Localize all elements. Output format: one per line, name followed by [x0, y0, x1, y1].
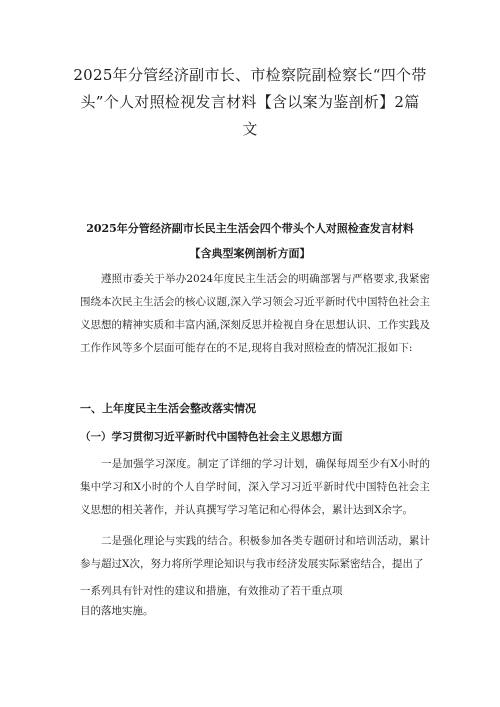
main-title-line-2: 头”个人对照检视发言材料【含以案为鉴剖析】2篇: [80, 93, 420, 111]
main-title-line-1: 2025年分管经济副市长、市检察院副检察长“四个带: [73, 66, 427, 84]
main-title-line-3: 文: [242, 120, 258, 138]
intro-paragraph: 遵照市委关于举办2024年度民主生活会的明确部署与严格要求,我紧密围绕本次民主生活会的核心议题,深入学习领会习近平新时代中国特色社会主义思想的精神实质和丰富内涵,深刻反思并检视自身在思想认识、工作实践及工作作风等多个层面可能存在的不足,现将自我对照检查的情况汇报如下:: [80, 273, 430, 354]
paragraph-study-depth: 一是加强学习深度。制定了详细的学习计划，确保每周至少有X小时的集中学习和X小时的个人自学时间，深入学习习近平新时代中国特色社会主义思想的相关著作，并认真撰写学习笔记和心得体会，累计达到X余字。: [80, 458, 430, 516]
document-main-title: [60, 62, 440, 143]
paragraph-continuation-2: 目的落地实施。: [80, 605, 154, 617]
section-title: 2025年分管经济副市长民主生活会四个带头个人对照检查发言材料: [86, 222, 414, 235]
heading-level-2: （一）学习贯彻习近平新时代中国特色社会主义思想方面: [80, 431, 343, 443]
heading-level-1: 一、上年度民主生活会整改落实情况: [80, 402, 256, 415]
paragraph-theory-practice: [80, 530, 430, 576]
paragraph-theory-practice-text: 二是强化理论与实践的结合。积极参加各类专题研讨和培训活动，累计参与超过X次，努力将所学理论知识与我市经济发展实际紧密结合，提出了: [80, 535, 430, 570]
section-subtitle: 【含典型案例剖析方面】: [189, 247, 311, 260]
paragraph-continuation-1: 一系列具有针对性的建议和措施，有效推动了若干重点项: [80, 585, 343, 597]
